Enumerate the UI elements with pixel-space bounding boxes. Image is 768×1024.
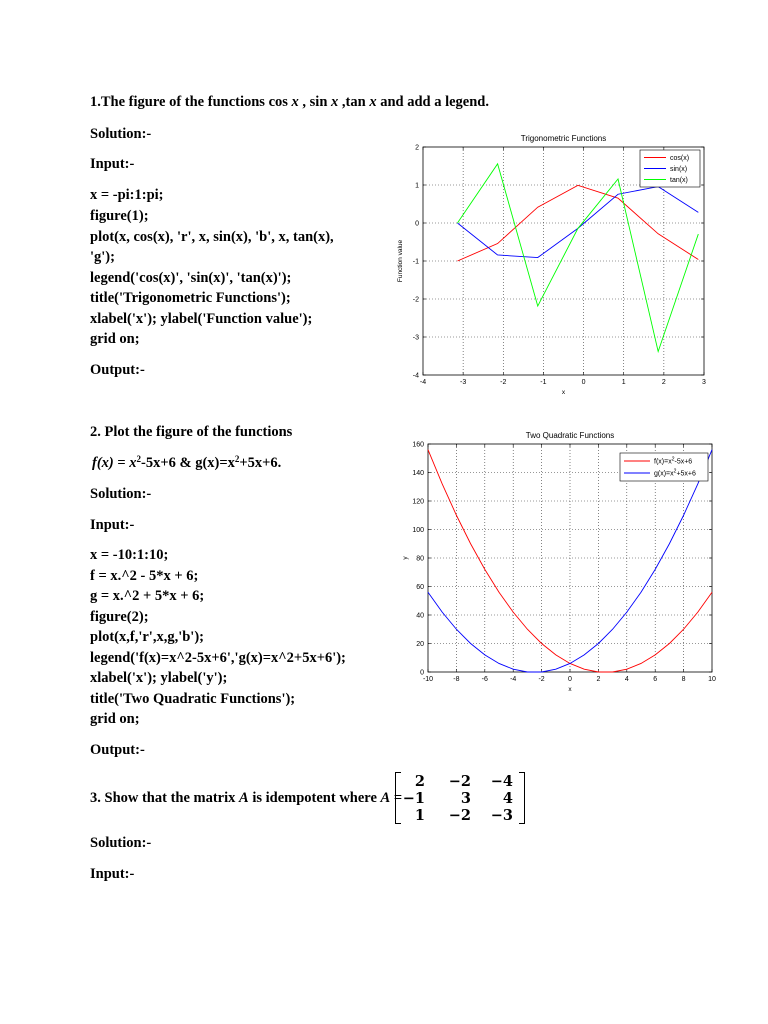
matrix-A — [395, 772, 525, 824]
y-tick-label: 120 — [412, 498, 424, 506]
x-tick-label: -2 — [500, 379, 507, 386]
legend-label: cos(x) — [670, 155, 690, 162]
code-line: figure(1); — [90, 208, 149, 224]
y-tick-label: 100 — [412, 527, 424, 534]
y-tick-label: 0 — [415, 220, 419, 228]
y-tick-label: 40 — [416, 612, 424, 620]
math-variable: x — [369, 94, 377, 110]
x-tick-label: 0 — [581, 379, 586, 386]
section1-output-label: Output:- — [90, 362, 145, 378]
code-line: xlabel('x'); ylabel('y'); — [90, 670, 228, 686]
section3-input-label: Input:- — [90, 866, 135, 882]
y-tick-label: 0 — [420, 669, 424, 677]
code-line: xlabel('x'); ylabel('Function value'); — [90, 311, 313, 327]
superscript: 2 — [136, 454, 142, 464]
section3-solution-label: Solution:- — [90, 835, 152, 851]
heading-text: 1.The figure of the functions cos — [90, 94, 292, 110]
x-axis-label: x — [568, 686, 572, 693]
x-tick-label: -1 — [540, 379, 547, 386]
x-tick-label: 6 — [653, 676, 658, 683]
heading-text: 3. Show that the matrix — [90, 790, 240, 806]
heading-text: is idempotent where — [248, 790, 381, 806]
code-line: plot(x,f,'r',x,g,'b'); — [90, 629, 204, 645]
code-line: legend('f(x)=x^2-5x+6','g(x)=x^2+5x+6'); — [90, 650, 346, 666]
y-axis-label: y — [402, 556, 409, 560]
equation-text: -5x+6 & g(x)=x — [141, 455, 235, 471]
heading-text: and add a legend. — [376, 94, 489, 110]
y-tick-label: -4 — [412, 372, 419, 380]
matrix-cell: −2 — [448, 773, 471, 790]
x-tick-label: -6 — [481, 676, 488, 683]
x-tick-label: -4 — [510, 676, 517, 683]
section1-heading — [90, 94, 489, 111]
legend-label: tan(x) — [670, 177, 688, 184]
legend-label: $f(x)=x^2-5x+6$ — [654, 456, 693, 466]
trig-functions-chart — [385, 128, 725, 400]
matrix-right-bracket — [519, 772, 525, 824]
quadratic-functions-chart — [390, 425, 720, 700]
code-line: grid on; — [90, 331, 140, 347]
y-tick-label: 80 — [416, 555, 424, 563]
section1-solution-label: Solution:- — [90, 126, 152, 142]
math-variable: x — [129, 455, 137, 471]
heading-text: ,tan — [338, 94, 370, 110]
y-axis-label: Function value — [397, 239, 404, 283]
equation-text: = — [113, 455, 130, 471]
code-line: grid on; — [90, 711, 140, 727]
y-tick-label: 20 — [416, 641, 424, 648]
x-tick-label: 4 — [624, 676, 629, 683]
code-line: legend('cos(x)', 'sin(x)', 'tan(x)'); — [90, 270, 292, 286]
matrix-cell: 4 — [502, 790, 513, 807]
matrix-cell: −2 — [448, 807, 471, 824]
section2-equation — [92, 455, 281, 472]
matrix-cell: −1 — [402, 790, 425, 807]
section2-input-label: Input:- — [90, 517, 135, 533]
y-tick-label: 1 — [415, 182, 419, 190]
legend-label: $g(x)=x^2+5x+6$ — [654, 468, 696, 478]
matrix-cell: −3 — [490, 807, 513, 824]
math-variable: (x) — [96, 455, 114, 471]
y-tick-label: 2 — [415, 144, 419, 152]
code-line: 'g'); — [90, 249, 115, 265]
x-tick-label: -2 — [538, 676, 545, 683]
section3-heading — [90, 790, 402, 807]
y-tick-label: 160 — [412, 441, 424, 449]
matrix-cell: 2 — [414, 773, 425, 790]
y-tick-label: -1 — [412, 258, 419, 266]
x-tick-label: 1 — [621, 379, 626, 386]
x-axis-label: x — [561, 389, 566, 396]
code-line: x = -pi:1:pi; — [90, 187, 164, 203]
code-line: g = x.^2 + 5*x + 6; — [90, 588, 205, 604]
equation-text: +5x+6. — [239, 455, 282, 471]
x-tick-label: -8 — [453, 676, 460, 683]
y-tick-label: 140 — [412, 470, 424, 477]
chart-title: Trigonometric Functions — [520, 134, 607, 143]
y-tick-label: 60 — [416, 584, 424, 591]
legend-label: sin(x) — [670, 166, 688, 173]
section2-output-label: Output:- — [90, 742, 145, 758]
y-tick-label: -3 — [412, 334, 419, 342]
x-tick-label: 2 — [596, 676, 601, 683]
chart-title: Two Quadratic Functions — [525, 431, 615, 440]
matrix-cell: 3 — [460, 790, 471, 807]
section1-input-label: Input:- — [90, 156, 135, 172]
x-tick-label: -10 — [422, 676, 434, 683]
superscript: 2 — [234, 454, 240, 464]
code-line: plot(x, cos(x), 'r', x, sin(x), 'b', x, tan(x), — [90, 229, 334, 245]
math-variable: A — [239, 790, 249, 806]
code-line: title('Trigonometric Functions'); — [90, 290, 291, 306]
y-tick-label: -2 — [412, 296, 419, 304]
code-line: title('Two Quadratic Functions'); — [90, 691, 296, 707]
heading-text: , sin — [298, 94, 332, 110]
matrix-cell: 1 — [414, 807, 425, 824]
section2-heading: 2. Plot the figure of the functions — [90, 424, 293, 440]
x-tick-label: 8 — [681, 676, 686, 683]
math-variable: f — [92, 455, 97, 471]
section2-solution-label: Solution:- — [90, 486, 152, 502]
math-variable: A — [380, 790, 391, 806]
x-tick-label: -4 — [419, 379, 427, 386]
x-tick-label: 2 — [661, 379, 666, 386]
math-variable: x — [331, 94, 339, 110]
code-line: x = -10:1:10; — [90, 547, 169, 563]
code-line: figure(2); — [90, 609, 149, 625]
x-tick-label: -3 — [460, 379, 467, 386]
x-tick-label: 3 — [702, 379, 706, 386]
x-tick-label: 10 — [708, 676, 716, 683]
math-variable: x — [291, 94, 299, 110]
heading-text: = — [390, 790, 403, 806]
x-tick-label: 0 — [568, 676, 572, 683]
matrix-cell: −4 — [490, 773, 513, 790]
code-line: f = x.^2 - 5*x + 6; — [90, 568, 199, 584]
